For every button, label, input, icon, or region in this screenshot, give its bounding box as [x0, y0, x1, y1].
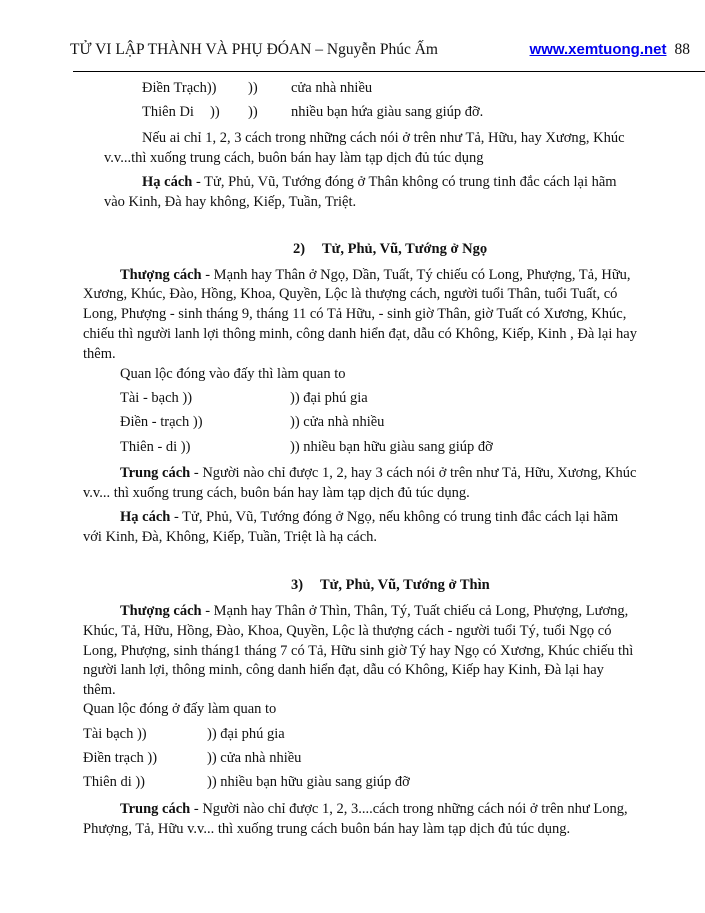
paragraph-line: Quan lộc đóng ở đấy làm quan to — [83, 701, 277, 717]
row-value: )) nhiều bạn hữu giàu sang giúp đỡ — [207, 774, 410, 790]
row-mark: )) — [248, 104, 258, 120]
term-label: Thượng cách — [120, 267, 202, 283]
row-label: Thiên di )) — [83, 774, 146, 790]
header-divider — [73, 71, 705, 72]
row-value: )) cửa nhà nhiều — [207, 750, 302, 766]
paragraph-line: Long, Phượng, sinh tháng1 tháng 7 có Tả, Hữu sinh giờ Tý hay Ngọ có Xương, Khúc chiếu thì — [83, 643, 634, 659]
paragraph-line: Long, Phượng - sinh tháng 9, tháng 11 có Tả Hữu, - sinh giờ Thân, giờ Tuất có Xương, Khúc, — [83, 306, 627, 322]
paragraph-line: thêm. — [83, 682, 116, 698]
header-title: TỬ VI LẬP THÀNH VÀ PHỤ ĐÓAN – Nguyễn Phúc Ấm — [70, 41, 438, 58]
term-label: Hạ cách — [142, 174, 193, 190]
row-value: )) đại phú gia — [207, 726, 285, 742]
paragraph-line: người lanh lợi, thông minh, công danh hiển đạt, dẫu có Không, Kiếp hay Kinh, Đà lại hay — [83, 662, 604, 678]
row-label: Thiên Di — [142, 104, 194, 120]
page-number: 88 — [674, 41, 690, 58]
paragraph-line — [120, 266, 631, 284]
paragraph-line — [120, 508, 618, 526]
row-label: Tài bạch )) — [83, 726, 147, 742]
paragraph-line: Nếu ai chỉ 1, 2, 3 cách trong những cách nói ở trên như Tả, Hữu, hay Xương, Khúc — [142, 130, 625, 146]
row-label: Thiên - di )) — [120, 439, 191, 455]
paragraph-line — [120, 602, 628, 620]
paragraph-line — [120, 464, 636, 482]
header-row — [70, 41, 690, 59]
text: - Người nào chỉ được 1, 2, 3....cách trong những cách nói ở trên như Long, — [190, 801, 628, 817]
row-mark: )) — [248, 80, 258, 96]
paragraph-line — [142, 173, 617, 191]
row-value: cửa nhà nhiều — [291, 80, 373, 96]
row-label: Điền trạch )) — [83, 750, 158, 766]
website-link[interactable]: www.xemtuong.net — [529, 41, 667, 58]
term-label: Trung cách — [120, 801, 191, 817]
paragraph-line: v.v...thì xuống trung cách, buôn bán hay làm tạp dịch đủ túc dụng — [104, 150, 484, 166]
text: - Mạnh hay Thân ở Ngọ, Dần, Tuất, Tý chiếu có Long, Phượng, Tả, Hữu, — [201, 267, 631, 283]
paragraph-line: thêm. — [83, 346, 116, 362]
row-mark: )) — [210, 104, 220, 120]
section-number: 3) — [291, 577, 304, 593]
row-value: )) đại phú gia — [290, 390, 368, 406]
paragraph-line: Phượng, Tả, Hữu v.v... thì xuống trung cách buôn bán hay làm tạp dịch đủ túc dụng. — [83, 821, 571, 837]
text: - Người nào chỉ được 1, 2, hay 3 cách nói ở trên như Tả, Hữu, Xương, Khúc — [190, 465, 637, 481]
row-label: Tài - bạch )) — [120, 390, 193, 406]
term-label: Hạ cách — [120, 509, 171, 525]
row-value: nhiều bạn hứa giàu sang giúp đỡ. — [291, 104, 484, 120]
row-value: )) cửa nhà nhiều — [290, 414, 385, 430]
section-number: 2) — [293, 241, 306, 257]
paragraph-line — [120, 800, 628, 818]
text: - Mạnh hay Thân ở Thìn, Thân, Tý, Tuất chiếu cả Long, Phượng, Lương, — [201, 603, 629, 619]
text: - Tử, Phủ, Vũ, Tướng đóng ở Thân không có trung tinh đắc cách lại hãm — [192, 174, 617, 190]
paragraph-line: Quan lộc đóng vào đấy thì làm quan to — [120, 366, 346, 382]
row-value: )) nhiều bạn hữu giàu sang giúp đỡ — [290, 439, 493, 455]
term-label: Trung cách — [120, 465, 191, 481]
section-title: Tử, Phủ, Vũ, Tướng ở Thìn — [320, 577, 490, 593]
paragraph-line: Khúc, Tả, Hữu, Hồng, Đào, Khoa, Quyền, Lộc là thượng cách - người tuổi Tý, tuổi Ngọ có — [83, 623, 612, 639]
paragraph-line: chiếu thì người lanh lợi thông minh, công danh hiển đạt, dẫu có Không, Kiếp, Kinh , Đà lại hay — [83, 326, 637, 342]
term-label: Thượng cách — [120, 603, 202, 619]
text: - Tử, Phủ, Vũ, Tướng đóng ở Ngọ, nếu không có trung tinh đắc cách lại hãm — [170, 509, 619, 525]
paragraph-line: v.v... thì xuống trung cách, buôn bán hay làm tạp dịch đủ túc dụng. — [83, 485, 470, 501]
row-label: Điền - trạch )) — [120, 414, 203, 430]
paragraph-line: với Kinh, Đà, Không, Kiếp, Tuần, Triệt là hạ cách. — [83, 529, 378, 545]
paragraph-line: Xương, Khúc, Đào, Hồng, Khoa, Quyền, Lộc là thượng cách, người tuổi Thân, tuổi Tuất, có — [83, 286, 618, 302]
section-title: Tử, Phủ, Vũ, Tướng ở Ngọ — [322, 241, 488, 257]
paragraph-line: vào Kinh, Đà hay không, Kiếp, Tuần, Triệt. — [104, 194, 357, 210]
row-label: Điền Trạch)) — [142, 80, 217, 96]
